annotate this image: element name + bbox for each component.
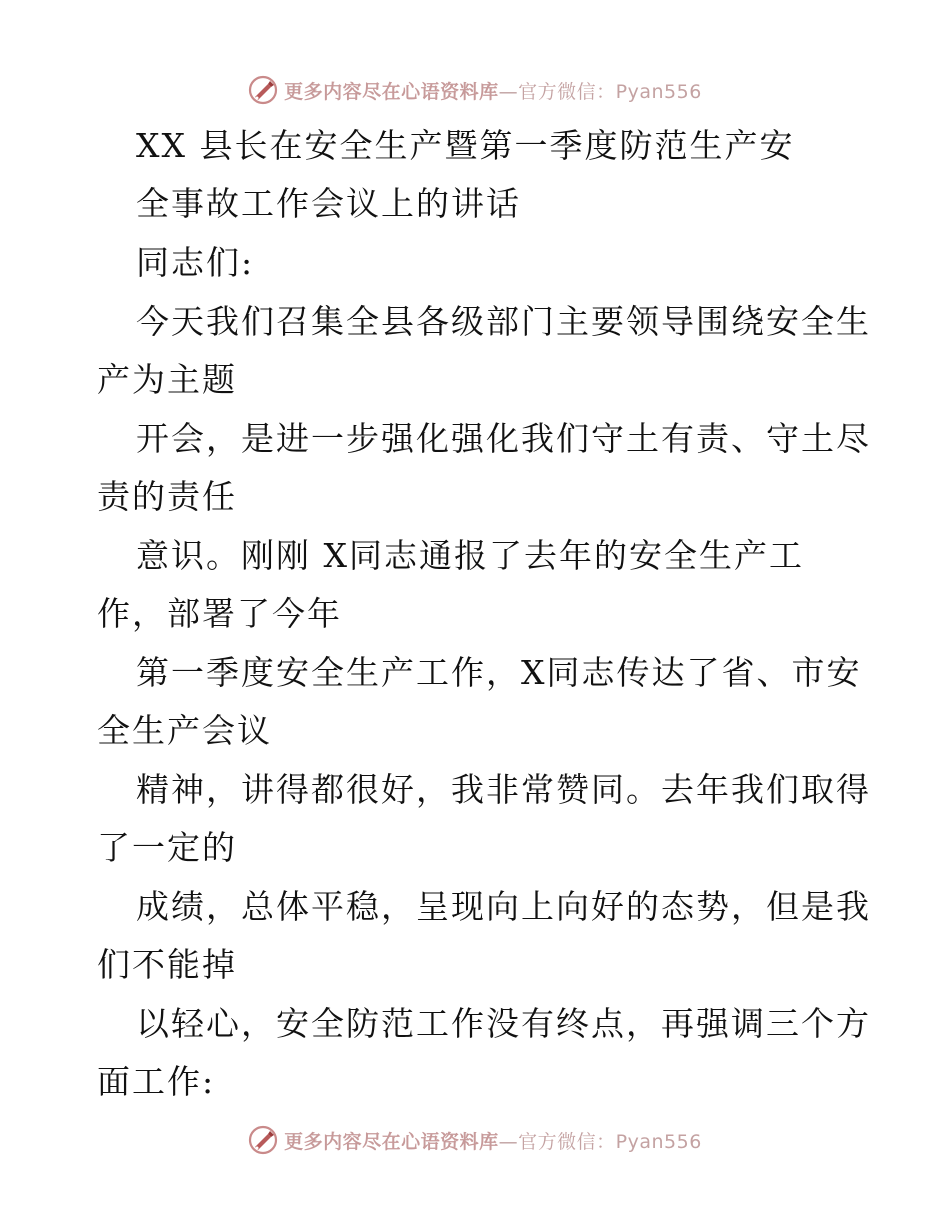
salutation: 同志们:: [136, 243, 255, 282]
paragraph-line: 第一季度安全生产工作，X同志传达了省、市安: [136, 653, 862, 692]
watermark-text: [284, 77, 702, 104]
watermark-text: [284, 1127, 702, 1154]
paragraph-line: 全生产会议: [97, 711, 272, 750]
pen-logo-icon: [248, 75, 278, 105]
paragraph-line: 作，部署了今年: [97, 594, 342, 633]
paragraph-line: 产为主题: [97, 360, 237, 399]
paragraph-line: 责的责任: [97, 477, 237, 516]
pen-logo-icon: [248, 1125, 278, 1155]
paragraph-line: 精神，讲得都很好，我非常赞同。去年我们取得: [136, 770, 871, 809]
watermark-footer: [0, 1120, 950, 1160]
watermark-separator: —: [498, 1130, 519, 1153]
paragraph-line: 成绩，总体平稳，呈现向上向好的态势，但是我: [136, 887, 871, 926]
document-title-line-1: XX 县长在安全生产暨第一季度防范生产安: [136, 126, 795, 165]
paragraph-line: 们不能掉: [97, 945, 237, 984]
watermark-header: [0, 70, 950, 110]
paragraph-line: 以轻心，安全防范工作没有终点，再强调三个方: [136, 1004, 871, 1043]
paragraph-line: 了一定的: [97, 828, 237, 867]
watermark-brand: 更多内容尽在心语资料库: [284, 80, 499, 103]
paragraph-line: 意识。刚刚 X同志通报了去年的安全生产工: [136, 536, 804, 575]
watermark-wechat: 官方微信：Pyan556: [518, 1130, 702, 1153]
paragraph-line: 今天我们召集全县各级部门主要领导围绕安全生: [136, 302, 871, 341]
watermark-brand: 更多内容尽在心语资料库: [284, 1130, 499, 1153]
paragraph-line: 面工作:: [97, 1062, 216, 1101]
document-title-line-2: 全事故工作会议上的讲话: [136, 184, 521, 223]
watermark-wechat: 官方微信：Pyan556: [518, 80, 702, 103]
paragraph-line: 开会，是进一步强化强化我们守土有责、守土尽: [136, 419, 871, 458]
watermark-separator: —: [498, 80, 519, 103]
